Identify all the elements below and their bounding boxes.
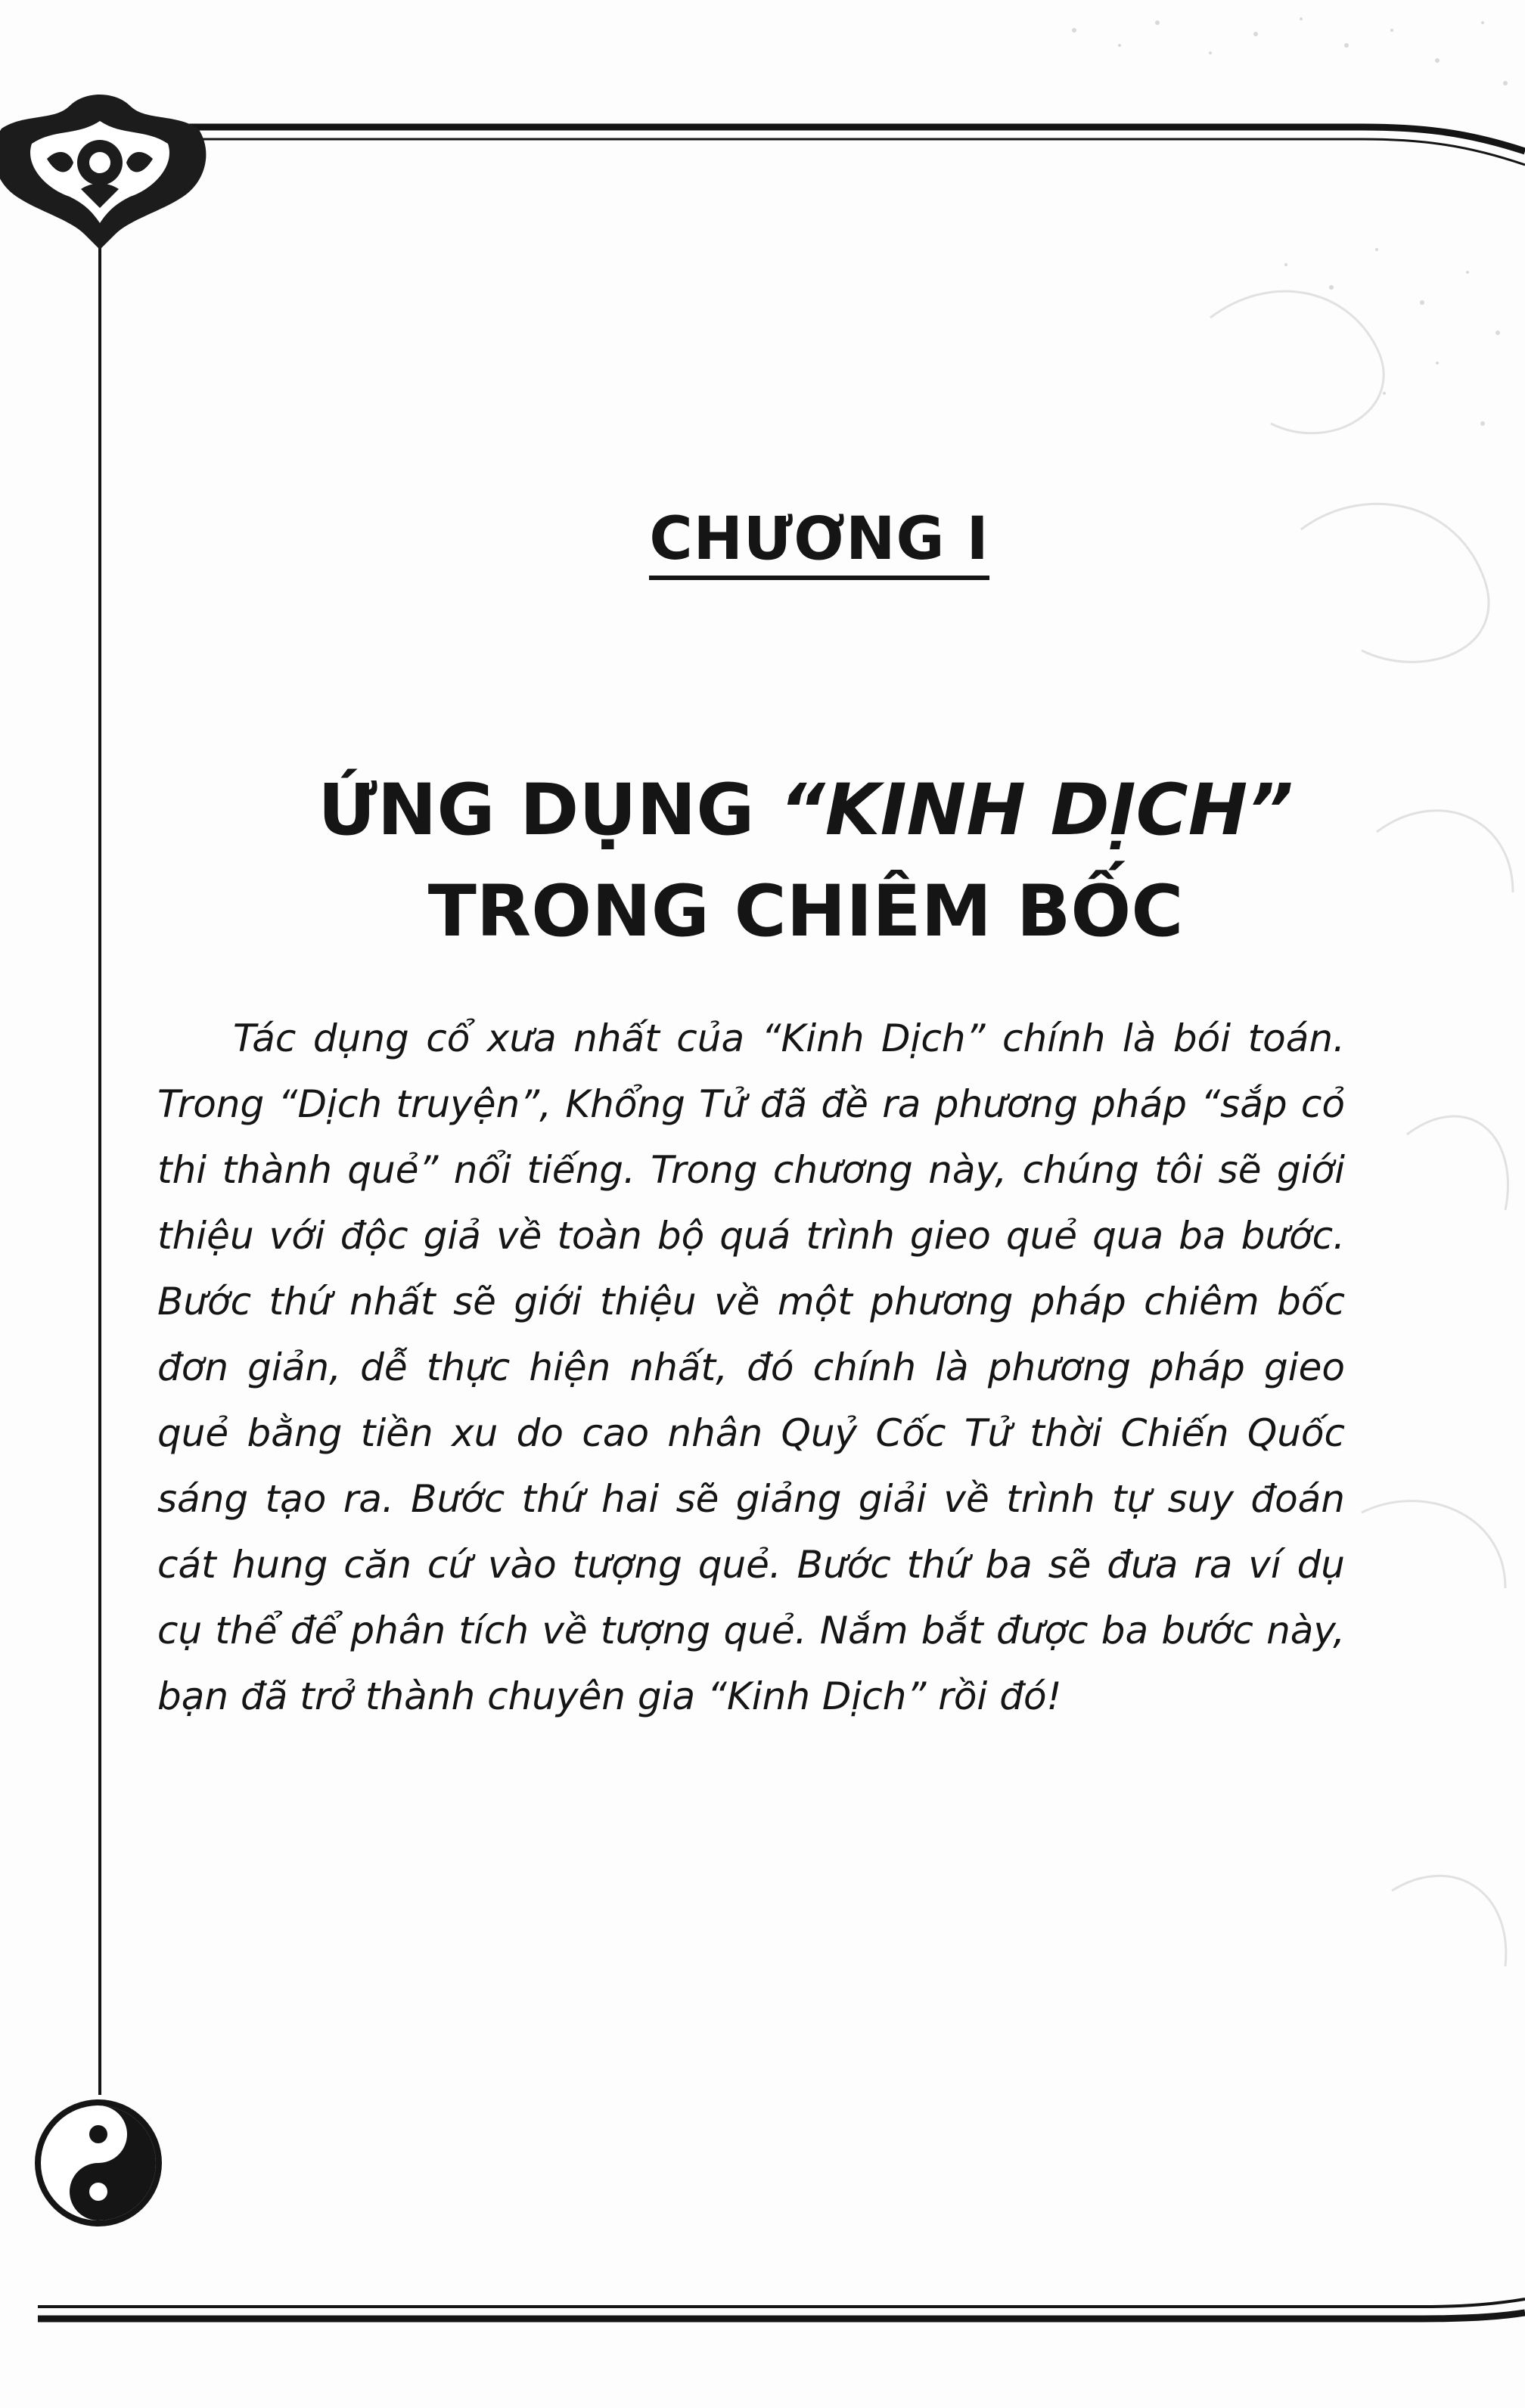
chapter-label: [0, 505, 1525, 580]
top-border: [189, 127, 1525, 165]
yin-yang-icon: [35, 2099, 162, 2226]
chapter-label-text: CHƯƠNG I: [649, 506, 989, 580]
background-pattern: [1072, 17, 1508, 426]
chapter-title-part1: ỨNG DỤNG: [318, 769, 780, 852]
body-paragraph: Tác dụng cổ xưa nhất của “Kinh Dịch” chính là bói toán. Trong “Dịch truyện”, Khổng Tử đã đề ra phương pháp “sắp cỏ thi thành quẻ” nổi tiếng. Trong chương này, chúng tôi sẽ giới thiệu với độc giả về toàn bộ quá trình gieo quẻ qua ba bước. Bước thứ nhất sẽ giới thiệu về một phương pháp chiêm bốc đơn giản, dễ thực hiện nhất, đó chính là phương pháp gieo quẻ bằng tiền xu do cao nhân Quỷ Cốc Tử thời Chiến Quốc sáng tạo ra. Bước thứ hai sẽ giảng giải về trình tự suy đoán cát hung căn cứ vào tượng quẻ. Bước thứ ba sẽ đưa ra ví dụ cụ thể để phân tích về tượng quẻ. Nắm bắt được ba bước này, bạn đã trở thành chuyên gia “Kinh Dịch” rồi đó!: [157, 1016, 1345, 1718]
bottom-border: [38, 2299, 1525, 2319]
chapter-title-italic: “KINH DỊCH”: [779, 769, 1294, 852]
lotus-ornament-icon: [0, 95, 206, 250]
chapter-title-line-2: TRONG CHIÊM BỐC: [427, 870, 1184, 953]
chapter-title-line-1: [106, 760, 1505, 861]
chapter-title: [106, 760, 1505, 963]
